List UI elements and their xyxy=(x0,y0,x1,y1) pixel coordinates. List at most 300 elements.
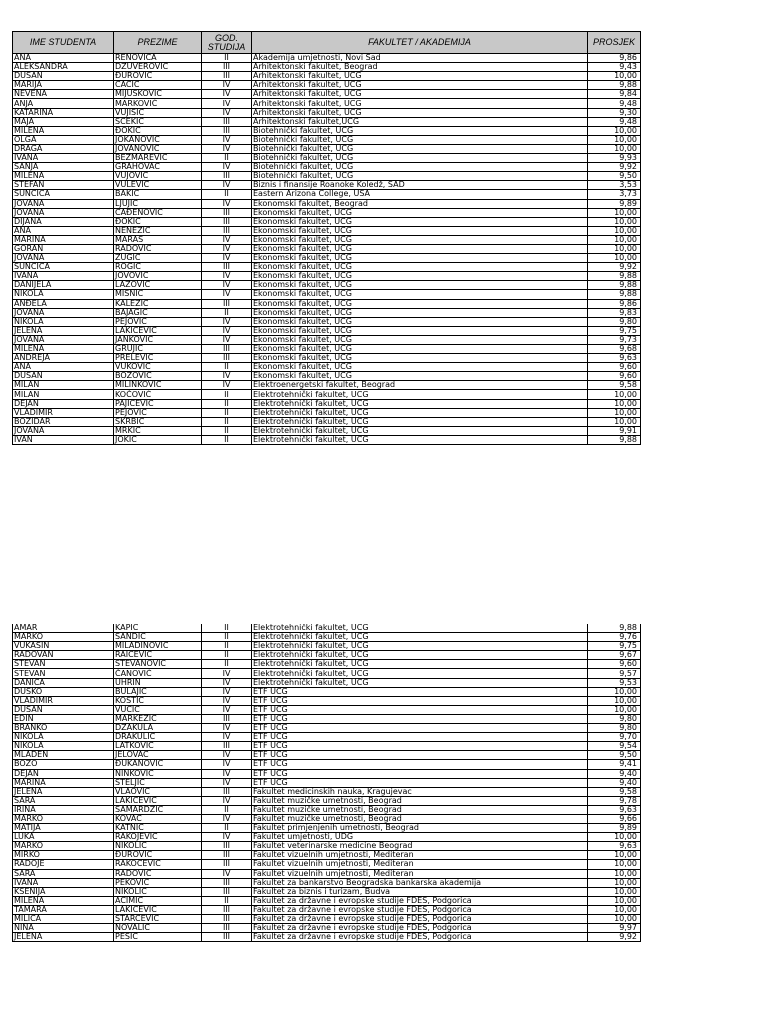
cell-prosjek: 9,63 xyxy=(588,354,641,363)
cell-fakultet: Fakultet vizuelnih umjetnosti, Mediteran xyxy=(252,860,588,869)
table-row xyxy=(13,860,641,869)
cell-god-studija: IV xyxy=(202,181,252,190)
cell-prosjek: 10,00 xyxy=(588,896,641,905)
cell-prezime: ĐUROVIĆ xyxy=(114,851,202,860)
cell-prosjek: 9,91 xyxy=(588,426,641,435)
cell-god-studija: IV xyxy=(202,99,252,108)
cell-fakultet: Elektrotehnički fakultet, UCG xyxy=(252,390,588,399)
cell-fakultet: Elektrotehnički fakultet, UCG xyxy=(252,417,588,426)
cell-god-studija: IV xyxy=(202,769,252,778)
cell-prezime: KAPIĆ xyxy=(114,624,202,633)
cell-god-studija: III xyxy=(202,742,252,751)
table-row xyxy=(13,915,641,924)
cell-prezime: PEKOVIĆ xyxy=(114,878,202,887)
cell-prezime: PEŠIĆ xyxy=(114,933,202,942)
cell-god-studija: IV xyxy=(202,144,252,153)
cell-god-studija: II xyxy=(202,190,252,199)
table-row xyxy=(13,435,641,444)
table-row xyxy=(13,426,641,435)
cell-prosjek: 9,58 xyxy=(588,787,641,796)
cell-god-studija: IV xyxy=(202,90,252,99)
cell-ime: LUKA xyxy=(13,833,114,842)
cell-prosjek: 9,50 xyxy=(588,751,641,760)
table-row xyxy=(13,363,641,372)
cell-prosjek: 9,92 xyxy=(588,163,641,172)
cell-prosjek: 10,00 xyxy=(588,244,641,253)
table-row xyxy=(13,714,641,723)
cell-ime: MILAN xyxy=(13,390,114,399)
cell-prezime: ČANOVIĆ xyxy=(114,669,202,678)
cell-fakultet: Fakultet muzičke umetnosti, Beograd xyxy=(252,796,588,805)
cell-ime: STEVAN xyxy=(13,660,114,669)
cell-god-studija: III xyxy=(202,345,252,354)
cell-prezime: JOKIĆ xyxy=(114,435,202,444)
cell-prezime: NIKOLIĆ xyxy=(114,887,202,896)
cell-prosjek: 9,93 xyxy=(588,154,641,163)
table-row xyxy=(13,354,641,363)
cell-prezime: RAKOJEVIĆ xyxy=(114,833,202,842)
cell-ime: MARINA xyxy=(13,778,114,787)
cell-prosjek: 10,00 xyxy=(588,417,641,426)
cell-prezime: ĐOKIĆ xyxy=(114,126,202,135)
cell-prosjek: 9,88 xyxy=(588,81,641,90)
cell-god-studija: III xyxy=(202,924,252,933)
cell-god-studija: III xyxy=(202,787,252,796)
cell-ime: VLADIMIR xyxy=(13,696,114,705)
cell-god-studija: IV xyxy=(202,199,252,208)
cell-ime: JOVANA xyxy=(13,308,114,317)
cell-ime: VUKAŠIN xyxy=(13,642,114,651)
cell-prezime: STELJIĆ xyxy=(114,778,202,787)
cell-prosjek: 9,92 xyxy=(588,933,641,942)
cell-ime: SUNČICA xyxy=(13,190,114,199)
cell-prosjek: 10,00 xyxy=(588,915,641,924)
cell-ime: DUŠAN xyxy=(13,72,114,81)
cell-prosjek: 9,67 xyxy=(588,651,641,660)
cell-fakultet: Fakultet za bankarstvo Beogradska bankarska akademija xyxy=(252,878,588,887)
cell-god-studija: II xyxy=(202,154,252,163)
cell-ime: JOVANA xyxy=(13,254,114,263)
table-row xyxy=(13,135,641,144)
cell-god-studija: III xyxy=(202,117,252,126)
cell-ime: SANJA xyxy=(13,163,114,172)
cell-prezime: KALEZIĆ xyxy=(114,299,202,308)
cell-prosjek: 9,40 xyxy=(588,769,641,778)
cell-god-studija: II xyxy=(202,435,252,444)
cell-fakultet: ETF UCG xyxy=(252,705,588,714)
cell-ime: NIKOLA xyxy=(13,317,114,326)
header-prosjek: PROSJEK xyxy=(588,32,641,54)
cell-prezime: GRAHOVAC xyxy=(114,163,202,172)
cell-fakultet: Arhitektonski fakultet,UCG xyxy=(252,117,588,126)
table-row xyxy=(13,924,641,933)
cell-ime: SUNČICA xyxy=(13,263,114,272)
cell-prosjek: 10,00 xyxy=(588,208,641,217)
cell-prezime: BAKIĆ xyxy=(114,190,202,199)
table-row xyxy=(13,869,641,878)
cell-prosjek: 10,00 xyxy=(588,905,641,914)
table-row xyxy=(13,814,641,823)
cell-god-studija: IV xyxy=(202,163,252,172)
cell-god-studija: II xyxy=(202,390,252,399)
header-prezime: PREZIME xyxy=(114,32,202,54)
cell-prezime: LAZOVIĆ xyxy=(114,281,202,290)
cell-prezime: MIŠNIĆ xyxy=(114,290,202,299)
cell-god-studija: II xyxy=(202,408,252,417)
cell-god-studija: IV xyxy=(202,381,252,390)
cell-prezime: STARČEVIĆ xyxy=(114,915,202,924)
cell-prezime: ROGIĆ xyxy=(114,263,202,272)
cell-god-studija: II xyxy=(202,417,252,426)
cell-god-studija: III xyxy=(202,263,252,272)
cell-prosjek: 9,48 xyxy=(588,99,641,108)
cell-ime: MILENA xyxy=(13,172,114,181)
table-row xyxy=(13,417,641,426)
cell-ime: VLADIMIR xyxy=(13,408,114,417)
cell-prezime: KATNIĆ xyxy=(114,824,202,833)
cell-prosjek: 9,80 xyxy=(588,714,641,723)
header-fakultet: FAKULTET / AKADEMIJA xyxy=(252,32,588,54)
table-row xyxy=(13,54,641,63)
cell-ime: SARA xyxy=(13,869,114,878)
cell-fakultet: Fakultet veterinarske medicine Beograd xyxy=(252,842,588,851)
cell-prosjek: 9,88 xyxy=(588,624,641,633)
cell-prosjek: 9,89 xyxy=(588,824,641,833)
table-row xyxy=(13,226,641,235)
cell-prosjek: 10,00 xyxy=(588,705,641,714)
cell-prosjek: 9,63 xyxy=(588,805,641,814)
cell-prezime: KOČOVIĆ xyxy=(114,390,202,399)
cell-ime: ANA xyxy=(13,54,114,63)
cell-fakultet: Ekonomski fakultet, UCG xyxy=(252,272,588,281)
cell-prezime: STEVANOVIĆ xyxy=(114,660,202,669)
cell-prosjek: 10,00 xyxy=(588,399,641,408)
cell-god-studija: IV xyxy=(202,705,252,714)
cell-god-studija: III xyxy=(202,887,252,896)
table-row xyxy=(13,805,641,814)
cell-prezime: PEJOVIĆ xyxy=(114,408,202,417)
cell-fakultet: Biznis i finansije Roanoke Koledž, SAD xyxy=(252,181,588,190)
cell-fakultet: Ekonomski fakultet, UCG xyxy=(252,244,588,253)
table-row xyxy=(13,154,641,163)
cell-god-studija: III xyxy=(202,299,252,308)
cell-god-studija: III xyxy=(202,354,252,363)
cell-prosjek: 9,60 xyxy=(588,372,641,381)
cell-fakultet: Fakultet umjetnosti, UDG xyxy=(252,833,588,842)
cell-god-studija: II xyxy=(202,633,252,642)
cell-ime: RADOJE xyxy=(13,860,114,869)
cell-god-studija: IV xyxy=(202,372,252,381)
cell-prosjek: 10,00 xyxy=(588,887,641,896)
cell-prezime: ŠKRBIĆ xyxy=(114,417,202,426)
table-row xyxy=(13,381,641,390)
cell-prezime: ČAĐENOVIĆ xyxy=(114,208,202,217)
cell-prosjek: 9,41 xyxy=(588,760,641,769)
table-row xyxy=(13,235,641,244)
cell-prezime: RADOVIĆ xyxy=(114,244,202,253)
cell-god-studija: III xyxy=(202,860,252,869)
cell-ime: IVANA xyxy=(13,154,114,163)
cell-prosjek: 10,00 xyxy=(588,235,641,244)
cell-prezime: VUJOVIĆ xyxy=(114,172,202,181)
cell-ime: JOVANA xyxy=(13,426,114,435)
cell-ime: KSENIJA xyxy=(13,887,114,896)
cell-prezime: DŽAKULA xyxy=(114,724,202,733)
cell-fakultet: Ekonomski fakultet, UCG xyxy=(252,208,588,217)
cell-prosjek: 10,00 xyxy=(588,135,641,144)
cell-ime: DRAGA xyxy=(13,144,114,153)
cell-god-studija: IV xyxy=(202,335,252,344)
cell-prezime: MILADINOVIĆ xyxy=(114,642,202,651)
cell-god-studija: II xyxy=(202,624,252,633)
cell-ime: JELENA xyxy=(13,787,114,796)
cell-ime: MATIJA xyxy=(13,824,114,833)
table-row xyxy=(13,317,641,326)
cell-prezime: BULAJIĆ xyxy=(114,687,202,696)
cell-fakultet: Arhitektonski fakultet, UCG xyxy=(252,72,588,81)
cell-prezime: AĆIMIĆ xyxy=(114,896,202,905)
cell-ime: DUŠKO xyxy=(13,687,114,696)
cell-prezime: JOKANOVIĆ xyxy=(114,135,202,144)
table-row xyxy=(13,887,641,896)
cell-prezime: PEJOVIĆ xyxy=(114,317,202,326)
cell-prosjek: 9,57 xyxy=(588,669,641,678)
cell-ime: BOŽO xyxy=(13,760,114,769)
cell-god-studija: IV xyxy=(202,272,252,281)
cell-ime: ANA xyxy=(13,226,114,235)
cell-prosjek: 10,00 xyxy=(588,878,641,887)
cell-prezime: KOVAČ xyxy=(114,814,202,823)
cell-god-studija: III xyxy=(202,714,252,723)
table-row xyxy=(13,299,641,308)
table-row xyxy=(13,144,641,153)
cell-prezime: UHRIN xyxy=(114,678,202,687)
cell-ime: MILICA xyxy=(13,915,114,924)
table-row xyxy=(13,399,641,408)
header-god: GOD. xyxy=(214,32,238,43)
table-row xyxy=(13,290,641,299)
cell-god-studija: II xyxy=(202,824,252,833)
cell-prosjek: 9,97 xyxy=(588,924,641,933)
cell-ime: MILAN xyxy=(13,381,114,390)
cell-god-studija: III xyxy=(202,851,252,860)
cell-ime: EDIN xyxy=(13,714,114,723)
cell-god-studija: IV xyxy=(202,778,252,787)
table-row xyxy=(13,678,641,687)
cell-ime: MAJA xyxy=(13,117,114,126)
cell-god-studija: II xyxy=(202,651,252,660)
cell-prosjek: 10,00 xyxy=(588,217,641,226)
cell-god-studija: IV xyxy=(202,317,252,326)
table-row xyxy=(13,660,641,669)
table-row xyxy=(13,199,641,208)
cell-god-studija: III xyxy=(202,915,252,924)
cell-fakultet: ETF UCG xyxy=(252,714,588,723)
table-row xyxy=(13,796,641,805)
cell-prosjek: 10,00 xyxy=(588,696,641,705)
cell-ime: BRANKO xyxy=(13,724,114,733)
table-row xyxy=(13,308,641,317)
cell-prezime: JOVOVIĆ xyxy=(114,272,202,281)
cell-prezime: LAKIČEVIĆ xyxy=(114,796,202,805)
cell-fakultet: Biotehnički fakultet, UCG xyxy=(252,135,588,144)
students-table-top xyxy=(12,31,641,445)
cell-ime: DUŠAN xyxy=(13,372,114,381)
table-row xyxy=(13,833,641,842)
cell-prosjek: 9,43 xyxy=(588,63,641,72)
cell-ime: MIRKO xyxy=(13,851,114,860)
cell-prosjek: 10,00 xyxy=(588,390,641,399)
cell-prezime: BEZMAREVIĆ xyxy=(114,154,202,163)
cell-prosjek: 10,00 xyxy=(588,226,641,235)
cell-prezime: DŽUVEROVIĆ xyxy=(114,63,202,72)
cell-ime: JELENA xyxy=(13,326,114,335)
cell-ime: STEVAN xyxy=(13,669,114,678)
cell-prosjek: 9,89 xyxy=(588,199,641,208)
cell-ime: MARKO xyxy=(13,842,114,851)
cell-god-studija: IV xyxy=(202,678,252,687)
cell-ime: SARA xyxy=(13,796,114,805)
cell-ime: OLGA xyxy=(13,135,114,144)
cell-fakultet: ETF UCG xyxy=(252,778,588,787)
cell-prezime: VUČIĆ xyxy=(114,705,202,714)
cell-fakultet: Elektrotehnički fakultet, UCG xyxy=(252,426,588,435)
cell-ime: GORAN xyxy=(13,244,114,253)
cell-fakultet: Akademija umjetnosti, Novi Sad xyxy=(252,54,588,63)
cell-fakultet: Biotehnički fakultet, UCG xyxy=(252,144,588,153)
cell-prosjek: 9,54 xyxy=(588,742,641,751)
cell-prosjek: 10,00 xyxy=(588,408,641,417)
cell-fakultet: Fakultet medicinskih nauka, Kragujevac xyxy=(252,787,588,796)
cell-prezime: ŠĆEKIĆ xyxy=(114,117,202,126)
cell-prosjek: 9,40 xyxy=(588,778,641,787)
cell-prezime: ĐUKANOVIĆ xyxy=(114,760,202,769)
cell-god-studija: IV xyxy=(202,687,252,696)
cell-ime: NIKOLA xyxy=(13,742,114,751)
cell-fakultet: Ekonomski fakultet, UCG xyxy=(252,363,588,372)
cell-ime: DIJANA xyxy=(13,217,114,226)
cell-fakultet: ETF UCG xyxy=(252,751,588,760)
cell-prosjek: 10,00 xyxy=(588,126,641,135)
header-studija: STUDIJA xyxy=(207,41,246,52)
table-row xyxy=(13,842,641,851)
cell-prezime: MILINKOVIĆ xyxy=(114,381,202,390)
cell-prezime: PAJIČEVIĆ xyxy=(114,399,202,408)
table-row xyxy=(13,254,641,263)
cell-ime: KATARINA xyxy=(13,108,114,117)
cell-prezime: LJUJIĆ xyxy=(114,199,202,208)
cell-prezime: NENEZIĆ xyxy=(114,226,202,235)
cell-prezime: MIJUŠKOVIĆ xyxy=(114,90,202,99)
cell-fakultet: Eastern Arizona College, USA xyxy=(252,190,588,199)
cell-ime: MILENA xyxy=(13,126,114,135)
table-row xyxy=(13,705,641,714)
cell-god-studija: IV xyxy=(202,669,252,678)
cell-prosjek: 10,00 xyxy=(588,860,641,869)
cell-fakultet: Fakultet za državne i evropske studije FDES, Podgorica xyxy=(252,915,588,924)
cell-fakultet: Fakultet vizuelnih umjetnosti, Mediteran xyxy=(252,869,588,878)
table-row xyxy=(13,687,641,696)
cell-fakultet: Arhitektonski fakultet, UCG xyxy=(252,81,588,90)
cell-prezime: MRKIĆ xyxy=(114,426,202,435)
cell-ime: AMAR xyxy=(13,624,114,633)
cell-ime: RADOVAN xyxy=(13,651,114,660)
table-row xyxy=(13,281,641,290)
table-row xyxy=(13,81,641,90)
cell-ime: ANDREJA xyxy=(13,354,114,363)
cell-prezime: NINKOVIĆ xyxy=(114,769,202,778)
cell-prosjek: 9,68 xyxy=(588,345,641,354)
cell-god-studija: II xyxy=(202,54,252,63)
cell-prezime: PRELEVIĆ xyxy=(114,354,202,363)
cell-ime: IVANA xyxy=(13,272,114,281)
table-row xyxy=(13,108,641,117)
cell-ime: DUŠAN xyxy=(13,705,114,714)
cell-prezime: NIKOLIĆ xyxy=(114,842,202,851)
cell-fakultet: ETF UCG xyxy=(252,733,588,742)
table-row xyxy=(13,778,641,787)
cell-prosjek: 9,75 xyxy=(588,642,641,651)
table-row xyxy=(13,272,641,281)
cell-prezime: JELOVAC xyxy=(114,751,202,760)
cell-prosjek: 9,88 xyxy=(588,281,641,290)
cell-prezime: NOVALIĆ xyxy=(114,924,202,933)
cell-ime: NIKOLA xyxy=(13,290,114,299)
cell-ime: JOVANA xyxy=(13,199,114,208)
cell-prosjek: 3,53 xyxy=(588,181,641,190)
cell-prezime: ĐUROVIĆ xyxy=(114,72,202,81)
cell-god-studija: IV xyxy=(202,724,252,733)
cell-god-studija: IV xyxy=(202,108,252,117)
cell-fakultet: Elektrotehnički fakultet, UCG xyxy=(252,624,588,633)
cell-prosjek: 10,00 xyxy=(588,833,641,842)
cell-god-studija: III xyxy=(202,63,252,72)
table-row xyxy=(13,172,641,181)
cell-prosjek: 9,92 xyxy=(588,263,641,272)
table-row xyxy=(13,181,641,190)
cell-god-studija: IV xyxy=(202,135,252,144)
cell-prezime: ČAČIĆ xyxy=(114,81,202,90)
table-body-top xyxy=(13,54,641,445)
cell-ime: MLADEN xyxy=(13,751,114,760)
cell-fakultet: Ekonomski fakultet, UCG xyxy=(252,226,588,235)
table-row xyxy=(13,769,641,778)
cell-god-studija: IV xyxy=(202,290,252,299)
cell-prosjek: 9,83 xyxy=(588,308,641,317)
cell-ime: DANIJELA xyxy=(13,281,114,290)
cell-fakultet: Elektrotehnički fakultet, UCG xyxy=(252,435,588,444)
table-row xyxy=(13,335,641,344)
cell-fakultet: Arhitektonski fakultet, Beograd xyxy=(252,63,588,72)
table-row xyxy=(13,63,641,72)
cell-fakultet: Ekonomski fakultet, UCG xyxy=(252,263,588,272)
cell-fakultet: Ekonomski fakultet, UCG xyxy=(252,235,588,244)
cell-prezime: RAIČEVIĆ xyxy=(114,651,202,660)
header-row xyxy=(13,32,641,54)
cell-fakultet: Fakultet za državne i evropske studije FDES, Podgorica xyxy=(252,896,588,905)
table-row xyxy=(13,933,641,942)
table-row xyxy=(13,669,641,678)
cell-prosjek: 9,86 xyxy=(588,54,641,63)
cell-fakultet: Elektrotehnički fakultet, UCG xyxy=(252,678,588,687)
table-row xyxy=(13,742,641,751)
cell-prosjek: 9,30 xyxy=(588,108,641,117)
cell-ime: MARINA xyxy=(13,235,114,244)
cell-prosjek: 9,88 xyxy=(588,435,641,444)
cell-fakultet: Elektrotehnički fakultet, UCG xyxy=(252,633,588,642)
cell-god-studija: III xyxy=(202,905,252,914)
cell-god-studija: III xyxy=(202,226,252,235)
